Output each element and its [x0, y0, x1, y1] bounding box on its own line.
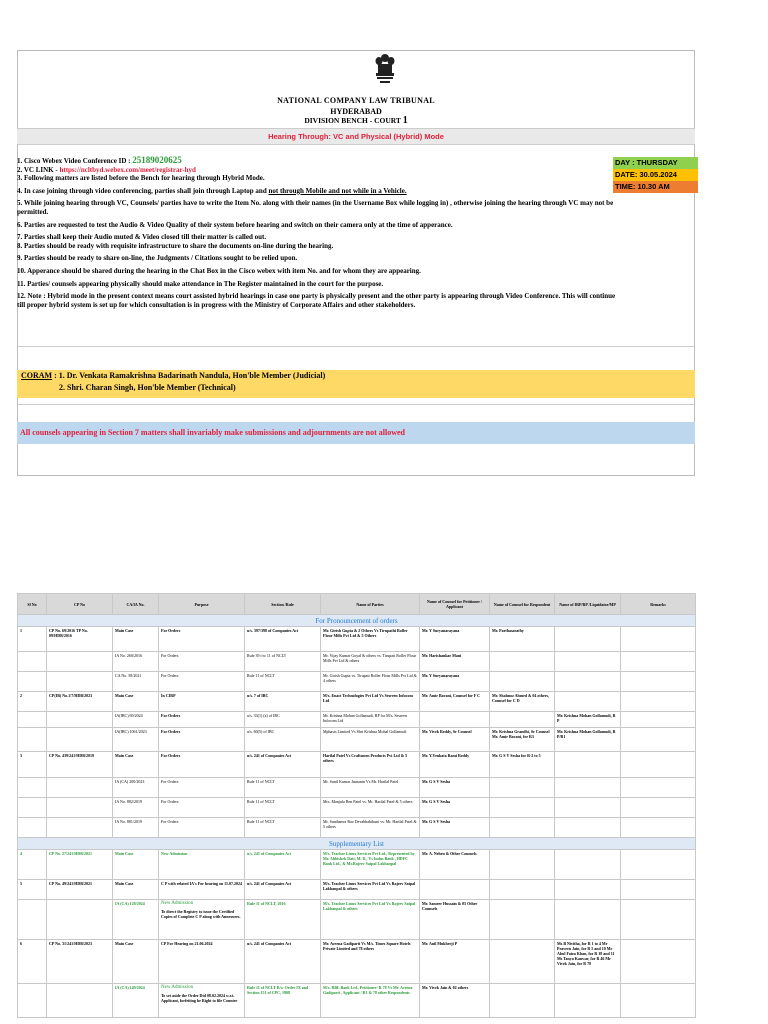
table-cell: [18, 728, 47, 752]
table-cell: [490, 818, 555, 838]
table-cell: 3: [18, 752, 47, 778]
table-cell: Mr. Harishankar Mani: [420, 652, 490, 672]
table-cell: 5: [18, 880, 47, 900]
col-parties: Name of Parties: [321, 594, 420, 615]
table-cell: CP No. 69/2016 TP No. 09/HDB/2016: [47, 627, 113, 652]
table-cell: [47, 712, 113, 728]
table-cell: IA(IBC) 69/2024: [113, 712, 159, 728]
table-cell: Mr. G S V Sesha for R-2 to 5: [490, 752, 555, 778]
table-cell: [18, 672, 47, 692]
table-cell: u/s. 241 of Companies Act: [245, 752, 321, 778]
table-cell: [555, 880, 621, 900]
table-cell: M/s. Teachee Linux Services Pvt Ltd., Represented by Mr. Abhishek Datt, M. D., Vs Indus Bank , HDFC Bank Ltd., & Mr.Rajeev Satpal Lakhanpal: [321, 850, 420, 880]
table-cell: Rule 11 of NCLT: [245, 778, 321, 798]
table-cell: [18, 818, 47, 838]
city-title: HYDERABAD: [330, 107, 382, 116]
table-cell: [621, 798, 696, 818]
table-cell: For Orders: [159, 818, 245, 838]
table-cell: Mr. A. Nehru & Other Counsels: [420, 850, 490, 880]
table-cell: For Orders: [159, 712, 245, 728]
table-cell: 2: [18, 692, 47, 712]
table-cell: [420, 880, 490, 900]
table-cell: CP No. 31/241/HDB/2023: [47, 940, 113, 984]
tribunal-title: NATIONAL COMPANY LAW TRIBUNAL: [277, 96, 435, 105]
table-cell: [490, 672, 555, 692]
table-cell: [621, 627, 696, 652]
table-row: [18, 752, 696, 778]
table-header: [18, 594, 696, 615]
date-badge: DATE: 30.05.2024: [613, 169, 698, 181]
table-cell: [555, 778, 621, 798]
table-cell: Mphasis Limited Vs Shri Krishna Mohal Gollamudi: [321, 728, 420, 752]
table-row: [18, 850, 696, 880]
table-row: [18, 984, 696, 1018]
table-cell: New Admission To direct the Registry to issue the Certified Copies of Complete C P along with Annexures.: [159, 900, 245, 940]
coram-panel: CORAM : 1. Dr. Venkata Ramakrishna Badarinath Nandula, Hon'ble Member (Judicial) 2. Shri. Charan Singh, Hon'ble Member (Technical): [17, 370, 695, 398]
table-cell: For Orders: [159, 752, 245, 778]
table-cell: [47, 984, 113, 1018]
table-cell: [555, 652, 621, 672]
instruction-3: 3. Following matters are listed before the Bench for hearing through Hybrid Mode.: [17, 174, 265, 183]
table-cell: Main Case: [113, 627, 159, 652]
table-cell: u/s. 33(1) (a) of IBC: [245, 712, 321, 728]
table-cell: IA No. 881/2019: [113, 818, 159, 838]
table-row: [18, 652, 696, 672]
table-cell: Mr. Santhanva Rao Devabhakthuni vs. Mr. Harilal Patel & 5 others: [321, 818, 420, 838]
table-cell: [555, 798, 621, 818]
table-cell: [18, 712, 47, 728]
col-purpose: Purpose: [159, 594, 245, 615]
table-cell: [621, 778, 696, 798]
table-cell: [621, 752, 696, 778]
instruction-10: 10. Apperance should be shared during the hearing in the Chat Box in the Cisco webex with item No. and for whom they are appearing.: [17, 266, 421, 275]
table-row: [18, 778, 696, 798]
table-cell: [490, 652, 555, 672]
table-cell: [18, 798, 47, 818]
col-irp: Name of IRP/RP /Liquidator/MP: [555, 594, 621, 615]
table-cell: [47, 652, 113, 672]
table-cell: [555, 692, 621, 712]
table-cell: Mr. Amir Bavani, Counsel for F C: [420, 692, 490, 712]
table-cell: Supplementary List: [18, 838, 696, 850]
table-cell: Rule 11 of NCLT: [245, 818, 321, 838]
table-cell: M/s. RBL Bank Ltd., Petitioner/ R 78 Vs Mr. Aveena Gadiparti , Applicant / R1 & 78 other Respondents: [321, 984, 420, 1018]
table-cell: Mr. Y.Venkata Rami Reddy: [420, 752, 490, 778]
col-ca-ia-no: CA/IA No.: [113, 594, 159, 615]
table-cell: [47, 818, 113, 838]
table-cell: IA No. 882/2019: [113, 798, 159, 818]
table-cell: [490, 900, 555, 940]
table-cell: [621, 850, 696, 880]
table-cell: Mr. Y Suryanarayana: [420, 672, 490, 692]
table-row: [18, 900, 696, 940]
table-cell: [47, 900, 113, 940]
instruction-12: 12. Note : Hybrid mode in the present context means court assisted hybrid hearings in case one party is physically present and the other party is appearing through Video Conference. This will continue till proper hybrid system is set up for which consultation is in progress with the Ministry of Corporate Affairs and other stakeholders.: [17, 292, 616, 309]
table-cell: u/s. 60(5) of IBC: [245, 728, 321, 752]
table-cell: Mr. Shahnoz Ahmed & 04 others, Counsel for C D: [490, 692, 555, 712]
table-cell: CP(IB) No.1/7/HDB/2023: [47, 692, 113, 712]
table-cell: M/s. Enact Technologies Pvt Ltd Vs Sesreen Infocom Ltd: [321, 692, 420, 712]
table-cell: [47, 798, 113, 818]
table-cell: [490, 940, 555, 984]
table-cell: 6: [18, 940, 47, 984]
table-cell: [47, 778, 113, 798]
table-cell: [555, 984, 621, 1018]
table-cell: Rule 11 of NCLT: [245, 672, 321, 692]
table-cell: Mr. G S V Sesha: [420, 778, 490, 798]
table-cell: [621, 652, 696, 672]
table-cell: [555, 850, 621, 880]
col-cp-no: CP No: [47, 594, 113, 615]
section-supplementary: [18, 838, 696, 850]
table-cell: CP No. 27/241/HDB/2021: [47, 850, 113, 880]
table-cell: For Orders: [159, 798, 245, 818]
table-cell: Ms B Nivitha, for R 1 to 4 Mr Praveen Jain, for R 5 and 10 Mr Abul Faiza Khan, for R 18 and 11 Ms Tanya Kanwar, for R 46 Mr Vivek Jain, for R 78: [555, 940, 621, 984]
table-cell: Main Case: [113, 940, 159, 984]
table-cell: u/s. 397/398 of Companies Act: [245, 627, 321, 652]
table-cell: New Admission To set aside the Order Dtd 08.02.2024 w.r.t. Applicant, forfeiting he Right to file Counter: [159, 984, 245, 1018]
table-cell: Mr. Anil Mukherji P: [420, 940, 490, 984]
table-cell: Mr. G S V Sesha: [420, 798, 490, 818]
table-cell: Mr. Y Suryanarayana: [420, 627, 490, 652]
table-cell: Main Case: [113, 752, 159, 778]
table-row: [18, 818, 696, 838]
table-cell: [555, 818, 621, 838]
table-cell: [555, 672, 621, 692]
instruction-6: 6. Parties are requested to test the Audio & Video Quality of their system before hearing and switch on their camera only at the time of apperance.: [17, 220, 453, 229]
table-cell: Harilal Patel Vs Craftsmen Products Pvt Ltd & 5 others: [321, 752, 420, 778]
table-cell: [47, 728, 113, 752]
table-cell: Main Case: [113, 850, 159, 880]
table-cell: Rule 11 of NCLT: [245, 798, 321, 818]
table-cell: 1: [18, 627, 47, 652]
instruction-9: 9. Parties should be ready to share on-line, the Judgments / Citations sought to be relied upon.: [17, 254, 298, 263]
table-cell: For Orders: [159, 778, 245, 798]
table-cell: [621, 692, 696, 712]
state-emblem-icon: [372, 52, 398, 86]
table-cell: C P with related IA's For hearing on 11.07.2024: [159, 880, 245, 900]
table-cell: M/s. Teachee Linux Services Pvt Ltd Vs Rajeev Satpal Lakhanpal & others: [321, 880, 420, 900]
table-cell: [555, 627, 621, 652]
table-cell: Rule 11 of NCLT R/w Order IX and Section 151 of CPC, 1908: [245, 984, 321, 1018]
day-badge: DAY : THURSDAY: [613, 157, 698, 169]
table-cell: u/s. 7 of IBC: [245, 692, 321, 712]
col-section: Section /Rule: [245, 594, 321, 615]
instruction-7: 7. Parties shall keep their Audio muted & Video closed till their matter is called out.: [17, 233, 267, 242]
instructions: [17, 156, 617, 309]
table-row: [18, 940, 696, 984]
table-cell: Main Case: [113, 692, 159, 712]
table-cell: IA (CA) 200/2023: [113, 778, 159, 798]
table-cell: New Admission: [159, 850, 245, 880]
table-cell: In CIRP: [159, 692, 245, 712]
table-cell: Mr. Sunil Kumar Jasnanin Vs Mr. Harilal Patel: [321, 778, 420, 798]
table-cell: u/s. 241 of Companies Act: [245, 940, 321, 984]
table-cell: Rule 39 r/w 11 of NCLT: [245, 652, 321, 672]
col-sl-no: Sl No: [18, 594, 47, 615]
table-cell: [621, 984, 696, 1018]
table-cell: [490, 850, 555, 880]
table-row: [18, 712, 696, 728]
table-cell: u/s. 241 of Companies Act: [245, 850, 321, 880]
table-cell: CA No. 58/2021: [113, 672, 159, 692]
table-cell: M/s. Teachee Linux Services Pvt Ltd Vs Rajeev Satpal Lakhanpal & others: [321, 900, 420, 940]
table-cell: [621, 900, 696, 940]
table-cell: [490, 984, 555, 1018]
table-cell: Mr. Krishna Mohan Gollamudi, R P: [555, 712, 621, 728]
table-cell: [621, 712, 696, 728]
table-cell: [490, 712, 555, 728]
instruction-11: 11. Parties/ counsels appearing physically should make attendance in The Register maintained in the court for the purpose.: [17, 279, 384, 288]
bench-title: DIVISION BENCH - COURT 1: [304, 115, 408, 126]
table-cell: For Orders: [159, 672, 245, 692]
table-row: [18, 627, 696, 652]
table-cell: Mr. Vivek Jain & 02 others: [420, 984, 490, 1018]
instruction-2: 2. VC LINK - https://ncltbyd.webex.com/meet/registrar-hyd: [17, 165, 196, 174]
table-cell: Mr. Parthasarathy: [490, 627, 555, 652]
table-cell: [555, 752, 621, 778]
table-cell: [621, 880, 696, 900]
instruction-4: 4. In case joining through video conferencing, parties shall join through Laptop and not through Mobile and not while in a Vehicle.: [17, 186, 407, 195]
table-row: [18, 880, 696, 900]
table-cell: Mr. Krishna Mohan Gollamudi, RP for M/s. Sesreen Infocom Ltd: [321, 712, 420, 728]
table-cell: [47, 672, 113, 692]
instruction-8: 8. Parties should be ready with requisite infrastructure to share the documents on-line during the hearing.: [17, 241, 334, 250]
time-badge: TIME: 10.30 AM: [613, 181, 698, 193]
instruction-5: 5. While joining hearing through VC, Counsels/ parties have to write the Item No. along with their names (in the Username Box while logging in) , otherwise joining the hearing through VC may not be permitted.: [17, 199, 614, 216]
section-pronouncement: [18, 615, 696, 627]
table-cell: [621, 818, 696, 838]
table-cell: IA(IBC) 1061/2023: [113, 728, 159, 752]
table-row: [18, 798, 696, 818]
table-cell: [490, 880, 555, 900]
table-cell: For Orders: [159, 728, 245, 752]
table-cell: [18, 778, 47, 798]
section7-notice: All counsels appearing in Section 7 matters shall invariably make submissions and adjournments are not allowed: [17, 422, 695, 444]
table-cell: For Orders: [159, 652, 245, 672]
table-row: [18, 728, 696, 752]
table-cell: Mr. Vijay Kumar Goyal & others vs. Tirupati Roller Flour Mills Pvt Ltd & others: [321, 652, 420, 672]
table-cell: Mr. Girish Gupta & 2 Others Vs Tirupathi Roller Flour Mills Pvt Ltd & 5 Others: [321, 627, 420, 652]
table-cell: u/s. 241 of Companies Act: [245, 880, 321, 900]
table-cell: [18, 900, 47, 940]
table-cell: IA (CA) 149/2024: [113, 984, 159, 1018]
table-cell: Mr. Sameer Hussain & 05 Other Counsels: [420, 900, 490, 940]
table-cell: Mr. Krishna Mohan Gollamudi, R P/R1: [555, 728, 621, 752]
table-cell: Mr. Vivek Reddy, Sr Counsel: [420, 728, 490, 752]
table-row: [18, 672, 696, 692]
col-remarks: Remarks: [621, 594, 696, 615]
table-cell: [490, 798, 555, 818]
table-cell: IA No. 260/2016: [113, 652, 159, 672]
table-cell: [18, 984, 47, 1018]
table-cell: 4: [18, 850, 47, 880]
table-cell: CP No. 49/241/HDB/2021: [47, 880, 113, 900]
table-cell: Rule 11 of NCLT, 2016: [245, 900, 321, 940]
table-cell: [621, 728, 696, 752]
table-cell: Main Case: [113, 880, 159, 900]
table-cell: Mr. G S V Sesha: [420, 818, 490, 838]
instruction-1: 1. Cisco Webex Video Conference ID : 25189020625: [17, 155, 182, 165]
table-cell: For Pronouncement of orders: [18, 615, 696, 627]
table-cell: Mr. Aveena Gadiparti Vs M/s. Times Square Hotels Private Limited and 78 others: [321, 940, 420, 984]
table-cell: Mrs. Manjula Ben Patel vs. Mr. Harilal Patel & 5 others: [321, 798, 420, 818]
table-cell: [621, 940, 696, 984]
table-row: [18, 692, 696, 712]
cause-list-table: [17, 593, 696, 1018]
table-cell: [18, 652, 47, 672]
table-cell: [555, 900, 621, 940]
table-cell: CP For Hearing on 21.06.2024: [159, 940, 245, 984]
hearing-mode-banner: Hearing Through: VC and Physical (Hybrid) Mode: [17, 128, 695, 145]
table-cell: CP No. 439/241/HDB/2019: [47, 752, 113, 778]
table-cell: For Orders: [159, 627, 245, 652]
table-cell: [420, 712, 490, 728]
table-cell: IA (CA) 129/2024: [113, 900, 159, 940]
table-cell: Mr. Girish Gupta vs. Tirupati Roller Flour Mills Pvt Ltd & 4 others: [321, 672, 420, 692]
vc-link[interactable]: https://ncltbyd.webex.com/meet/registrar-hyd: [59, 165, 196, 174]
table-cell: Mr. Krishna Grandhi, Sr Counsel Mr. Amir Bavani, for R3: [490, 728, 555, 752]
col-pet-counsel: Name of Counsel for Petitioner / Applicant: [420, 594, 490, 615]
col-res-counsel: Name of Counsel for Respondent: [490, 594, 555, 615]
table-cell: [490, 778, 555, 798]
table-cell: [621, 672, 696, 692]
